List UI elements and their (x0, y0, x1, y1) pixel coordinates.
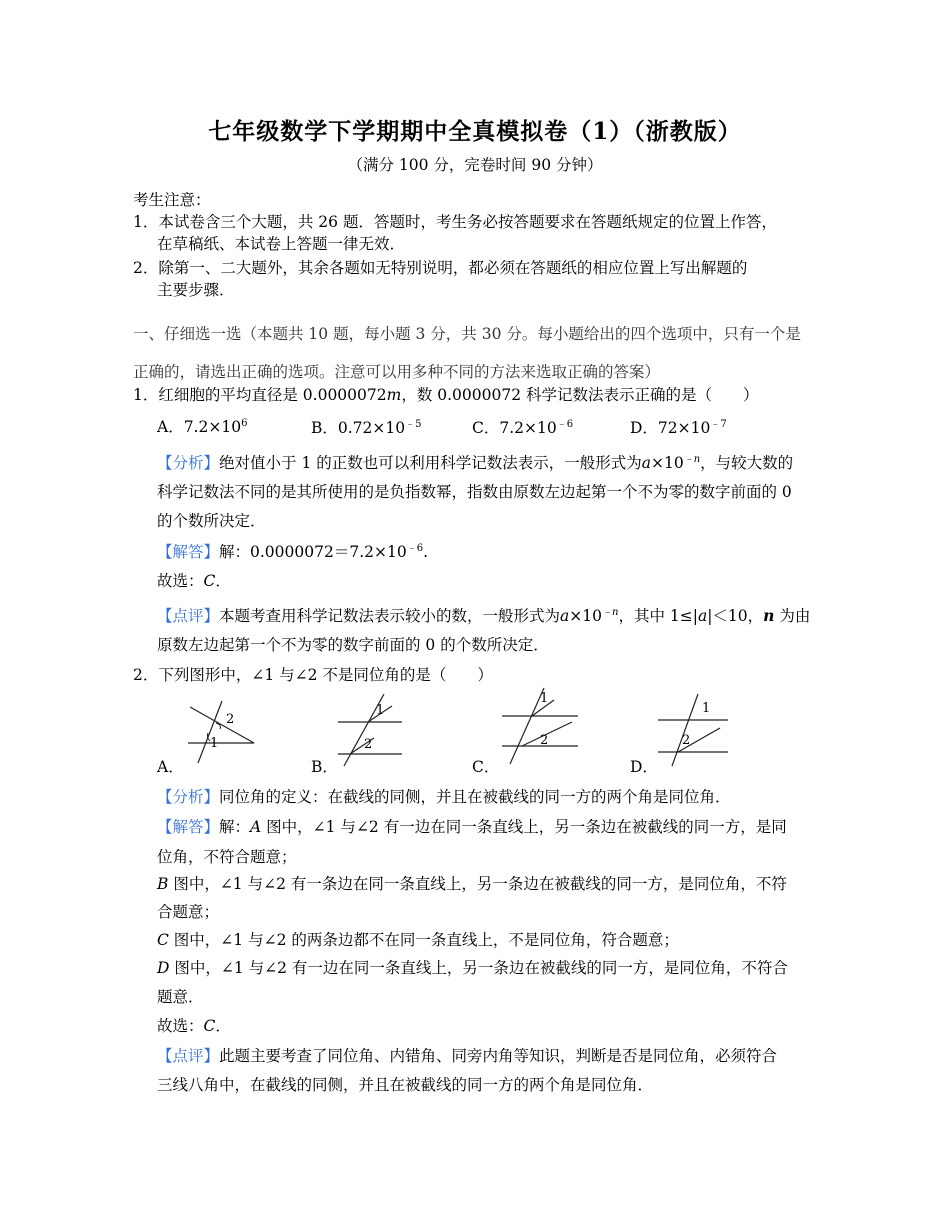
q1-option-d: D．$72\times 10^{﹣7}$ (630, 419, 727, 438)
q2-comment-tag: 【点评】 (157, 1047, 220, 1065)
q2-answer-line-7: 题意． (157, 988, 204, 1006)
q1-option-b: B．$0.72\times 10^{﹣5}$ (311, 419, 422, 438)
q2-figure-d-angle-1: 1 (702, 701, 711, 716)
q2-figure-a-angle-2: 2 (226, 712, 235, 727)
q2-figure-c-angle-2: 2 (540, 733, 549, 748)
q2-figure-c-angle-1: 1 (540, 691, 549, 706)
q1-stem-unit: m (386, 386, 402, 404)
q2-label-b: B． (311, 758, 338, 776)
q2-answer-line-3: B 图中，∠1 与∠2 有一条边在同一条直线上，另一条边在被截线的同一方，是同位角，不符 (157, 875, 787, 893)
q1-option-a: A．$7.2\times 10^6$ (157, 417, 248, 436)
q2-figure-b-angle-1: 1 (376, 703, 385, 718)
q1-comment-tag: 【点评】 (157, 607, 220, 626)
q2-figure-b-angle-2: 2 (364, 737, 373, 752)
q1-comment-line-2: 原数左边起第一个不为零的数字前面的 0 的个数所决定． (157, 636, 549, 654)
q2-stem: 2．下列图形中，∠1 与∠2 不是同位角的是（ ） (133, 666, 493, 684)
notice-item-1-line-2: 在草稿纸、本试卷上答题一律无效． (157, 235, 406, 253)
section-1-line-2: 正确的，请选出正确的选项。注意可以用多种不同的方法来选取正确的答案） (133, 363, 661, 381)
q2-figure-b (330, 692, 410, 767)
q2-comment-line-2: 三线八角中，在截线的同侧，并且在被截线的同一方的两个角是同位角． (157, 1076, 654, 1094)
notice-heading: 考生注意： (133, 191, 211, 209)
q1-comment-line-1: 【点评】本题考查用科学记数法表示较小的数，一般形式为$a\times 10^{﹣n}$，其中 1≤|a|＜10，n 为由 (157, 606, 811, 626)
section-1-line-1: 一、仔细选一选（本题共 10 题，每小题 3 分，共 30 分。每小题给出的四个选项中，只有一个是 (133, 325, 801, 343)
q1-option-c: C．$7.2\times 10^{﹣6}$ (472, 419, 574, 438)
q2-label-a: A． (157, 758, 184, 776)
q2-answer-tag: 【解答】 (157, 818, 220, 836)
q1-analysis-line-2: 科学记数法不同的是其所使用的是负指数幂，指数由原数左边起第一个不为零的数字前面的 0 (157, 483, 792, 501)
page-subtitle: （满分 100 分，完卷时间 90 分钟） (347, 156, 603, 174)
q1-choice: 故选：C． (157, 572, 231, 590)
q2-figure-d-angle-2: 2 (682, 733, 691, 748)
notice-item-1-line-1: 1．本试卷含三个大题，共 26 题．答题时，考生务必按答题要求在答题纸规定的位置上作答， (133, 213, 777, 231)
q2-answer-line-2: 位角，不符合题意； (157, 848, 297, 866)
q2-answer-line-5: C 图中，∠1 与∠2 的两条边都不在同一条直线上，不是同位角，符合题意； (157, 931, 679, 949)
q1-stem-part-b: ，数 0.0000072 科学记数法表示正确的是（ ） (401, 386, 759, 404)
q2-label-c: C． (472, 758, 500, 776)
notice-item-2-line-1: 2．除第一、二大题外，其余各题如无特别说明，都必须在答题纸的相应位置上写出解题的 (133, 259, 748, 277)
q2-answer-line-1: 【解答】解：A 图中，∠1 与∠2 有一边在同一条直线上，另一条边在被截线的同一方，是同 (157, 818, 787, 836)
q2-analysis-tag: 【分析】 (157, 788, 220, 806)
q2-figure-d (652, 692, 732, 767)
q1-stem (133, 383, 759, 405)
q2-label-d: D． (630, 758, 658, 776)
q2-figure-c (496, 686, 586, 766)
q1-stem-part-a: 1．红细胞的平均直径是 0.0000072 (133, 386, 387, 404)
notice-item-2-line-2: 主要步骤． (157, 281, 235, 299)
q1-analysis-line-3: 的个数所决定． (157, 512, 266, 530)
q2-choice: 故选：C． (157, 1017, 231, 1035)
q2-answer-line-4: 合题意； (157, 903, 220, 921)
q1-analysis-line-1: 【分析】绝对值小于 1 的正数也可以利用科学记数法表示，一般形式为$a\times 10^{﹣n}$，与较大数的 (157, 454, 794, 473)
q2-figure-a-angle-1: 1 (210, 736, 219, 751)
q2-comment-line-1: 【点评】此题主要考查了同位角、内错角、同旁内角等知识，判断是否是同位角，必须符合 (157, 1047, 778, 1065)
page-title: 七年级数学下学期期中全真模拟卷（1）（浙教版） (208, 118, 742, 145)
q1-answer: 【解答】解：$0.0000072=7.2\times 10^{﹣6}$. (157, 543, 429, 562)
q2-answer-line-6: D 图中，∠1 与∠2 有一边在同一条直线上，另一条边在被截线的同一方，是同位角，不符合 (157, 959, 788, 977)
q1-analysis-tag: 【分析】 (157, 454, 220, 473)
q2-analysis: 【分析】同位角的定义：在截线的同侧，并且在被截线的同一方的两个角是同位角． (157, 788, 731, 806)
q1-answer-tag: 【解答】 (157, 543, 220, 562)
